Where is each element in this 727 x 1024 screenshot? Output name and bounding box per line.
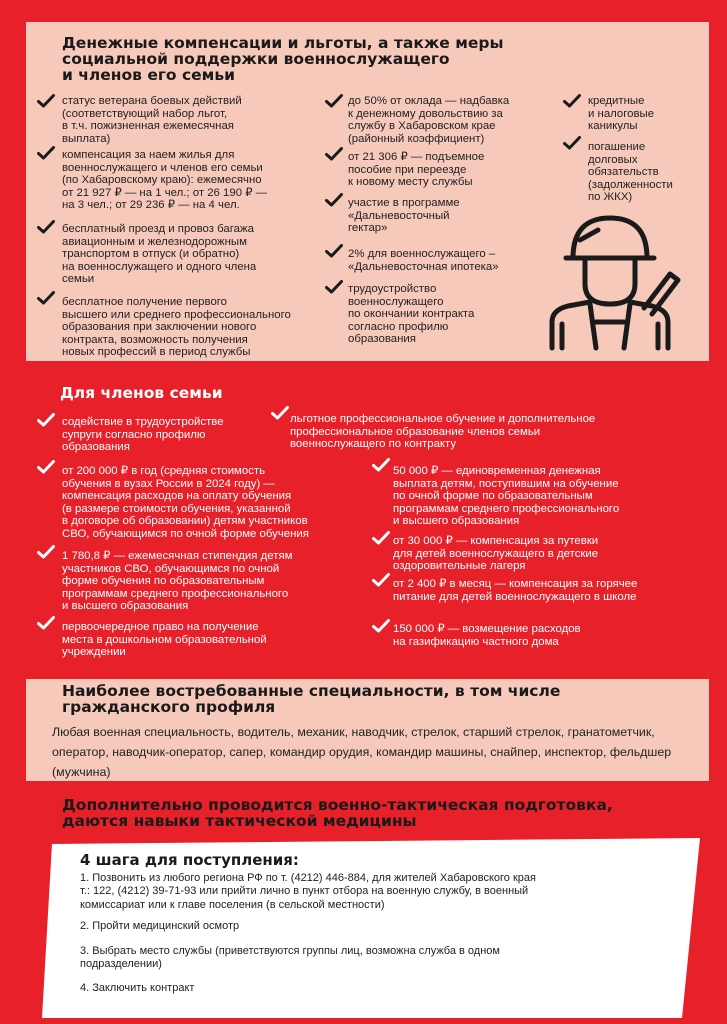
check-icon bbox=[325, 193, 343, 207]
family-title: Для членов семьи bbox=[60, 384, 223, 402]
check-icon bbox=[37, 146, 55, 160]
family-item: от 200 000 ₽ в год (средняя стоимость обучения в вузах России в 2024 году) — компенсация расходов на оплату обучения (в размере стоимости обучения, указанной в договоре об образовании) детям участников СВО, обучающимся по очной форме обучения bbox=[62, 465, 309, 540]
family-item: льготное профессиональное обучение и дополнительное профессиональное образование членов семьи военнослужащего по контракту bbox=[290, 413, 596, 451]
benefit-item: бесплатное получение первого высшего или среднего профессионального образования при заключении нового контракта, возможность получения новых профессий в период службы bbox=[62, 296, 291, 359]
steps-title: 4 шага для поступления: bbox=[80, 851, 299, 869]
benefit-item: 2% для военнослужащего – «Дальневосточная ипотека» bbox=[348, 248, 499, 273]
benefit-item: компенсация за наем жилья для военнослужащего и членов его семьи (по Хабаровскому краю): ежемесячно от 21 927 ₽ — на 1 чел.; от 26 190 ₽ — на 3 чел.; от 29 236 ₽ — на 4 чел. bbox=[62, 149, 268, 212]
benefits-title-line: социальной поддержки военнослужащего bbox=[62, 50, 450, 68]
benefit-item: погашение долговых обязательств (задолженности по ЖКХ) bbox=[588, 141, 673, 204]
benefits-title-line: и членов его семьи bbox=[62, 66, 236, 84]
check-icon bbox=[37, 616, 55, 630]
check-icon bbox=[325, 147, 343, 161]
check-icon bbox=[37, 545, 55, 559]
check-icon bbox=[37, 220, 55, 234]
benefit-item: от 21 306 ₽ — подъемное пособие при переезде к новому месту службы bbox=[348, 151, 485, 189]
family-item: от 30 000 ₽ — компенсация за путевки для детей военнослужащего в детские оздоровительные лагеря bbox=[393, 535, 599, 573]
specialties-title: Наиболее востребованные специальности, в том числе гражданского профиля bbox=[62, 682, 561, 716]
family-item: 50 000 ₽ — единовременная денежная выплата детям, поступившим на обучение по очной форме по образовательным программам среднего профессионального и высшего образования bbox=[393, 465, 620, 528]
step-item: 1. Позвонить из любого региона РФ по т. (4212) 446-884, для жителей Хабаровского края т.: 122, (4212) 39-71-93 или прийти лично в пункт отбора на военную службу, в военный комиссариат или к главе поселения (в сельской местности) bbox=[80, 872, 536, 911]
benefits-title bbox=[62, 35, 504, 83]
step-item: 4. Заключить контракт bbox=[80, 982, 195, 994]
family-item: 1 780,8 ₽ — ежемесячная стипендия детям участников СВО, обучающимся по очной форме обучения по образовательным программам среднего профессионального и высшего образования bbox=[62, 550, 293, 613]
family-item: первоочередное право на получение места в дошкольном образовательной учреждении bbox=[62, 621, 267, 659]
check-icon bbox=[37, 291, 55, 305]
specialties-text: Любая военная специальность, водитель, механик, наводчик, стрелок, старший стрелок, гранатометчик, оператор, наводчик-оператор, сапер, командир орудия, командир машины, снайпер, инспектор, фельдшер (мужчина) bbox=[52, 725, 672, 779]
check-icon bbox=[325, 244, 343, 258]
benefit-item: статус ветерана боевых действий (соответствующий набор льгот, в т.ч. пожизненная ежемесячная выплата) bbox=[62, 95, 242, 145]
check-icon bbox=[325, 94, 343, 108]
check-icon bbox=[37, 94, 55, 108]
family-item: 150 000 ₽ — возмещение расходов на газификацию частного дома bbox=[393, 623, 581, 648]
benefit-item: кредитные и налоговые каникулы bbox=[588, 95, 655, 133]
family-item: содействие в трудоустройстве супруги согласно профилю образования bbox=[62, 416, 224, 454]
benefit-item: бесплатный проезд и провоз багажа авиационным и железнодорожным транспортом в отпуск (и обратно) на военнослужащего и одного члена семьи bbox=[62, 223, 257, 286]
check-icon bbox=[271, 406, 289, 420]
benefit-item: участие в программе «Дальневосточный гектар» bbox=[348, 197, 460, 235]
benefit-item: трудоустройство военнослужащего по окончании контракта согласно профилю образования bbox=[348, 283, 475, 346]
check-icon bbox=[37, 413, 55, 427]
check-icon bbox=[37, 460, 55, 474]
check-icon bbox=[372, 531, 390, 545]
step-item: 2. Пройти медицинский осмотр bbox=[80, 920, 240, 932]
soldier-icon bbox=[540, 212, 685, 352]
check-icon bbox=[563, 136, 581, 150]
check-icon bbox=[563, 94, 581, 108]
step-item: 3. Выбрать место службы (приветствуются группы лиц, возможна служба в одном подразделении) bbox=[80, 945, 500, 971]
check-icon bbox=[372, 573, 390, 587]
check-icon bbox=[372, 458, 390, 472]
extra-note: Дополнительно проводится военно-тактическая подготовка, даются навыки тактической медицины bbox=[62, 796, 613, 830]
benefits-title-line: Денежные компенсации и льготы, а также меры bbox=[62, 34, 504, 52]
check-icon bbox=[372, 619, 390, 633]
family-item: от 2 400 ₽ в месяц — компенсация за горячее питание для детей военнослужащего в школе bbox=[393, 578, 638, 603]
benefit-item: до 50% от оклада — надбавка к денежному довольствию за службу в Хабаровском крае (районный коэффициент) bbox=[348, 95, 510, 145]
check-icon bbox=[325, 280, 343, 294]
